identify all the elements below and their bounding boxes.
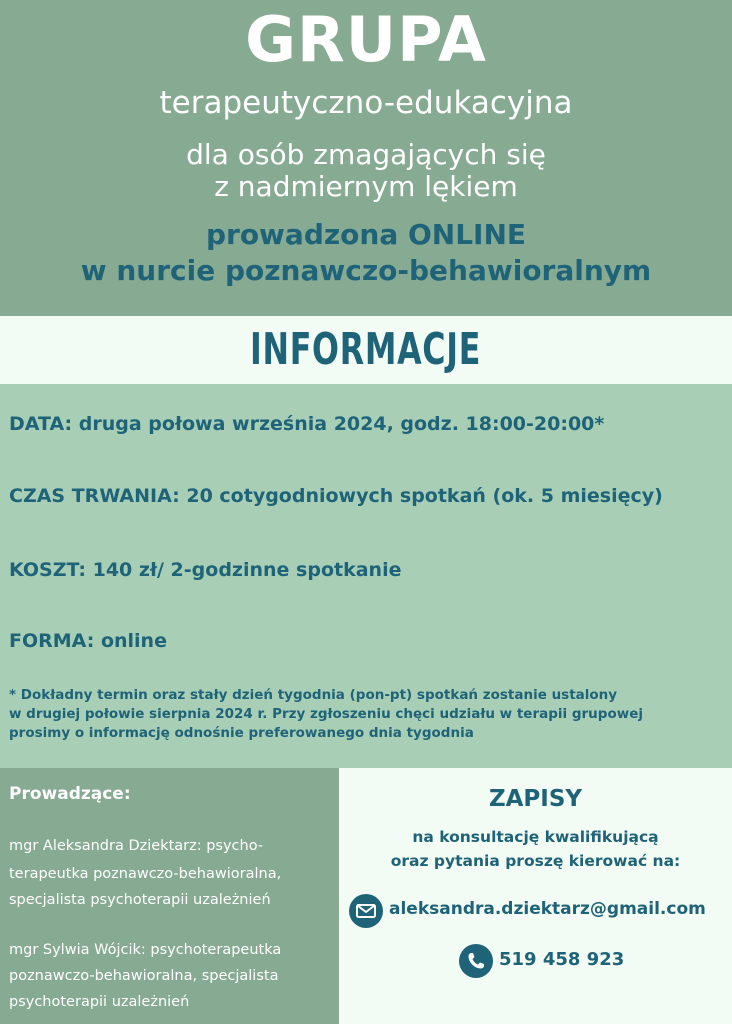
poster-title: GRUPA	[245, 3, 487, 76]
info-cost: KOSZT: 140 zł/ 2-godzinne spotkanie	[9, 559, 402, 581]
leader1-line2: terapeutka poznawczo-behawioralna,	[9, 866, 282, 882]
info-note-line2: w drugiej połowie sierpnia 2024 r. Przy zgłoszeniu chęci udziału w terapii grupowej	[9, 706, 643, 722]
header-section	[0, 0, 732, 316]
contact-phone[interactable]: 519 458 923	[499, 949, 625, 970]
info-note-line1: * Dokładny termin oraz stały dzień tygodnia (pon-pt) spotkań zostanie ustalony	[9, 687, 618, 703]
info-heading: INFORMACJE	[250, 324, 482, 375]
signup-section	[339, 768, 732, 1024]
info-section	[0, 384, 732, 768]
info-date: DATA: druga połowa września 2024, godz. 18:00-20:00*	[9, 413, 605, 435]
info-duration: CZAS TRWANIA: 20 cotygodniowych spotkań (ok. 5 miesięcy)	[9, 485, 663, 507]
envelope-icon	[349, 894, 383, 928]
signup-sub-line2: oraz pytania proszę kierować na:	[390, 852, 681, 870]
phone-icon	[459, 944, 493, 978]
format-line2: w nurcie poznawczo-behawioralnym	[80, 254, 652, 287]
leaders-heading: Prowadzące:	[9, 784, 131, 804]
signup-title: ZAPISY	[488, 786, 583, 812]
leader1-line3: specjalista psychoterapii uzależnień	[9, 892, 271, 908]
contact-email[interactable]: aleksandra.dziektarz@gmail.com	[389, 899, 706, 919]
info-form: FORMA: online	[9, 630, 167, 652]
leaders-section	[0, 768, 339, 1024]
format-line1: prowadzona ONLINE	[205, 218, 527, 251]
signup-sub-line1: na konsultację kwalifikującą	[412, 828, 659, 846]
target-group-line1: dla osób zmagających się	[186, 138, 546, 171]
info-heading-band	[0, 316, 732, 384]
target-group-line2: z nadmiernym lękiem	[214, 170, 518, 203]
leader1-line1: mgr Aleksandra Dziektarz: psycho-	[9, 838, 264, 854]
poster-subtitle: terapeutyczno-edukacyjna	[159, 85, 573, 121]
leader2-line2: poznawczo-behawioralna, specjalista	[9, 968, 279, 984]
info-note-line3: prosimy o informację odnośnie preferowanego dnia tygodnia	[9, 725, 474, 741]
leader2-line1: mgr Sylwia Wójcik: psychoterapeutka	[9, 942, 282, 958]
leader2-line3: psychoterapii uzależnień	[9, 994, 190, 1010]
